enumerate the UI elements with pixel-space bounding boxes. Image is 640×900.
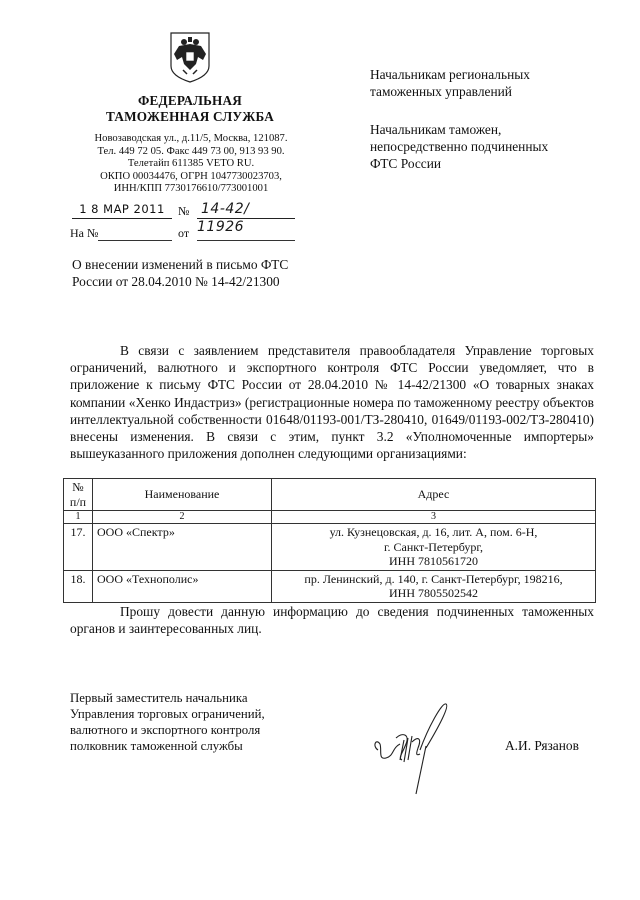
signatory-title <box>70 690 310 754</box>
signatory-title-line: Управления торговых ограничений, <box>70 707 265 721</box>
organization-name <box>70 93 310 125</box>
body-paragraph-1: В связи с заявлением представителя правообладателя Управление торговых ограничений, валютного и экспортного контроля ФТС России уведомляет, что в приложение к письму ФТС России от 28.04.2010 № 14-42/21300 «О товарных знаках компании «Хенко Индастриз» (регистрационные номера по таможенному реестру объектов интеллектуальной собственности 01648/01193-001/ТЗ-280410, 01649/01193-002/ТЗ-280410) внесены изменения. В связи с этим, пункт 3.2 «Уполномоченные импортеры» вышеуказанного приложения дополнен следующими организациями: <box>70 343 594 462</box>
org-name-line2: ТАМОЖЕННАЯ СЛУЖБА <box>106 109 274 124</box>
handwritten-number: 14-42/ 11926 <box>197 201 250 235</box>
reply-date-label: от <box>178 226 190 240</box>
table-row <box>64 570 596 602</box>
date-stamp: 1 8 МАР 2011 <box>79 202 165 216</box>
signatory-title-line: полковник таможенной службы <box>70 739 243 753</box>
addressee-line: таможенных управлений <box>370 84 512 99</box>
row-address <box>272 570 596 602</box>
subject-line2: России от 28.04.2010 № 14-42/21300 <box>72 274 280 289</box>
row-address <box>272 524 596 571</box>
body-paragraph-2: Прошу довести данную информацию до сведения подчиненных таможенных органов и заинтересованных лиц. <box>70 604 594 637</box>
org-teletype: Телетайп 611385 VETO RU. <box>127 158 255 170</box>
reply-date-field <box>197 226 295 241</box>
addressee-line: Начальникам таможен, <box>370 122 502 137</box>
address-line: ИНН 7805502542 <box>389 586 478 600</box>
signer-name: А.И. Рязанов <box>505 738 579 753</box>
address-line: пр. Ленинский, д. 140, г. Санкт-Петербург, 198216, <box>304 571 563 586</box>
reply-number-label: На № <box>70 226 99 240</box>
org-inn: ИНН/КПП 7730176610/773001001 <box>113 183 269 195</box>
addressee-line: непосредственно подчиненных <box>370 139 549 154</box>
address-line: г. Санкт-Петербург, <box>383 539 483 554</box>
column-number: 2 <box>93 511 272 524</box>
header-name: Наименование <box>93 479 272 511</box>
row-name: ООО «Спектр» <box>93 524 272 571</box>
row-number: 17. <box>64 524 93 571</box>
subject-line1: О внесении изменений в письмо ФТС <box>72 257 289 272</box>
handwritten-signature-icon <box>372 698 462 798</box>
header-number: № п/п <box>64 479 93 511</box>
address-line: ул. Кузнецовская, д. 16, лит. А, пом. 6-Н, <box>329 525 538 539</box>
address-line: ИНН 7810561720 <box>389 554 478 568</box>
column-number: 3 <box>272 511 596 524</box>
reply-number-field <box>98 226 172 241</box>
table-row <box>64 524 596 571</box>
org-name-line1: ФЕДЕРАЛЬНАЯ <box>138 93 242 108</box>
organization-details <box>60 133 322 196</box>
table-header-row <box>64 479 596 511</box>
org-codes: ОКПО 00034476, ОГРН 1047730023703, <box>100 170 282 182</box>
addressee-line: ФТС России <box>370 156 442 171</box>
number-field <box>197 200 295 235</box>
coat-of-arms-icon <box>165 30 215 84</box>
addressee-regional <box>370 66 610 100</box>
signatory-title-line: валютного и экспортного контроля <box>70 723 261 737</box>
row-number: 18. <box>64 570 93 602</box>
letter-subject <box>72 256 342 290</box>
column-number-row <box>64 511 596 524</box>
signatory-title-line: Первый заместитель начальника <box>70 691 248 705</box>
row-name: ООО «Технополис» <box>93 570 272 602</box>
header-address: Адрес <box>272 479 596 511</box>
addressee-customs <box>370 121 610 172</box>
importers-table <box>63 478 596 603</box>
org-phone: Тел. 449 72 05. Факс 449 73 00, 913 93 90. <box>97 145 285 157</box>
number-label: № <box>178 204 190 218</box>
date-field <box>72 200 172 219</box>
addressee-line: Начальникам региональных <box>370 67 530 82</box>
column-number: 1 <box>64 511 93 524</box>
org-address: Новозаводская ул., д.11/5, Москва, 121087. <box>94 133 288 144</box>
